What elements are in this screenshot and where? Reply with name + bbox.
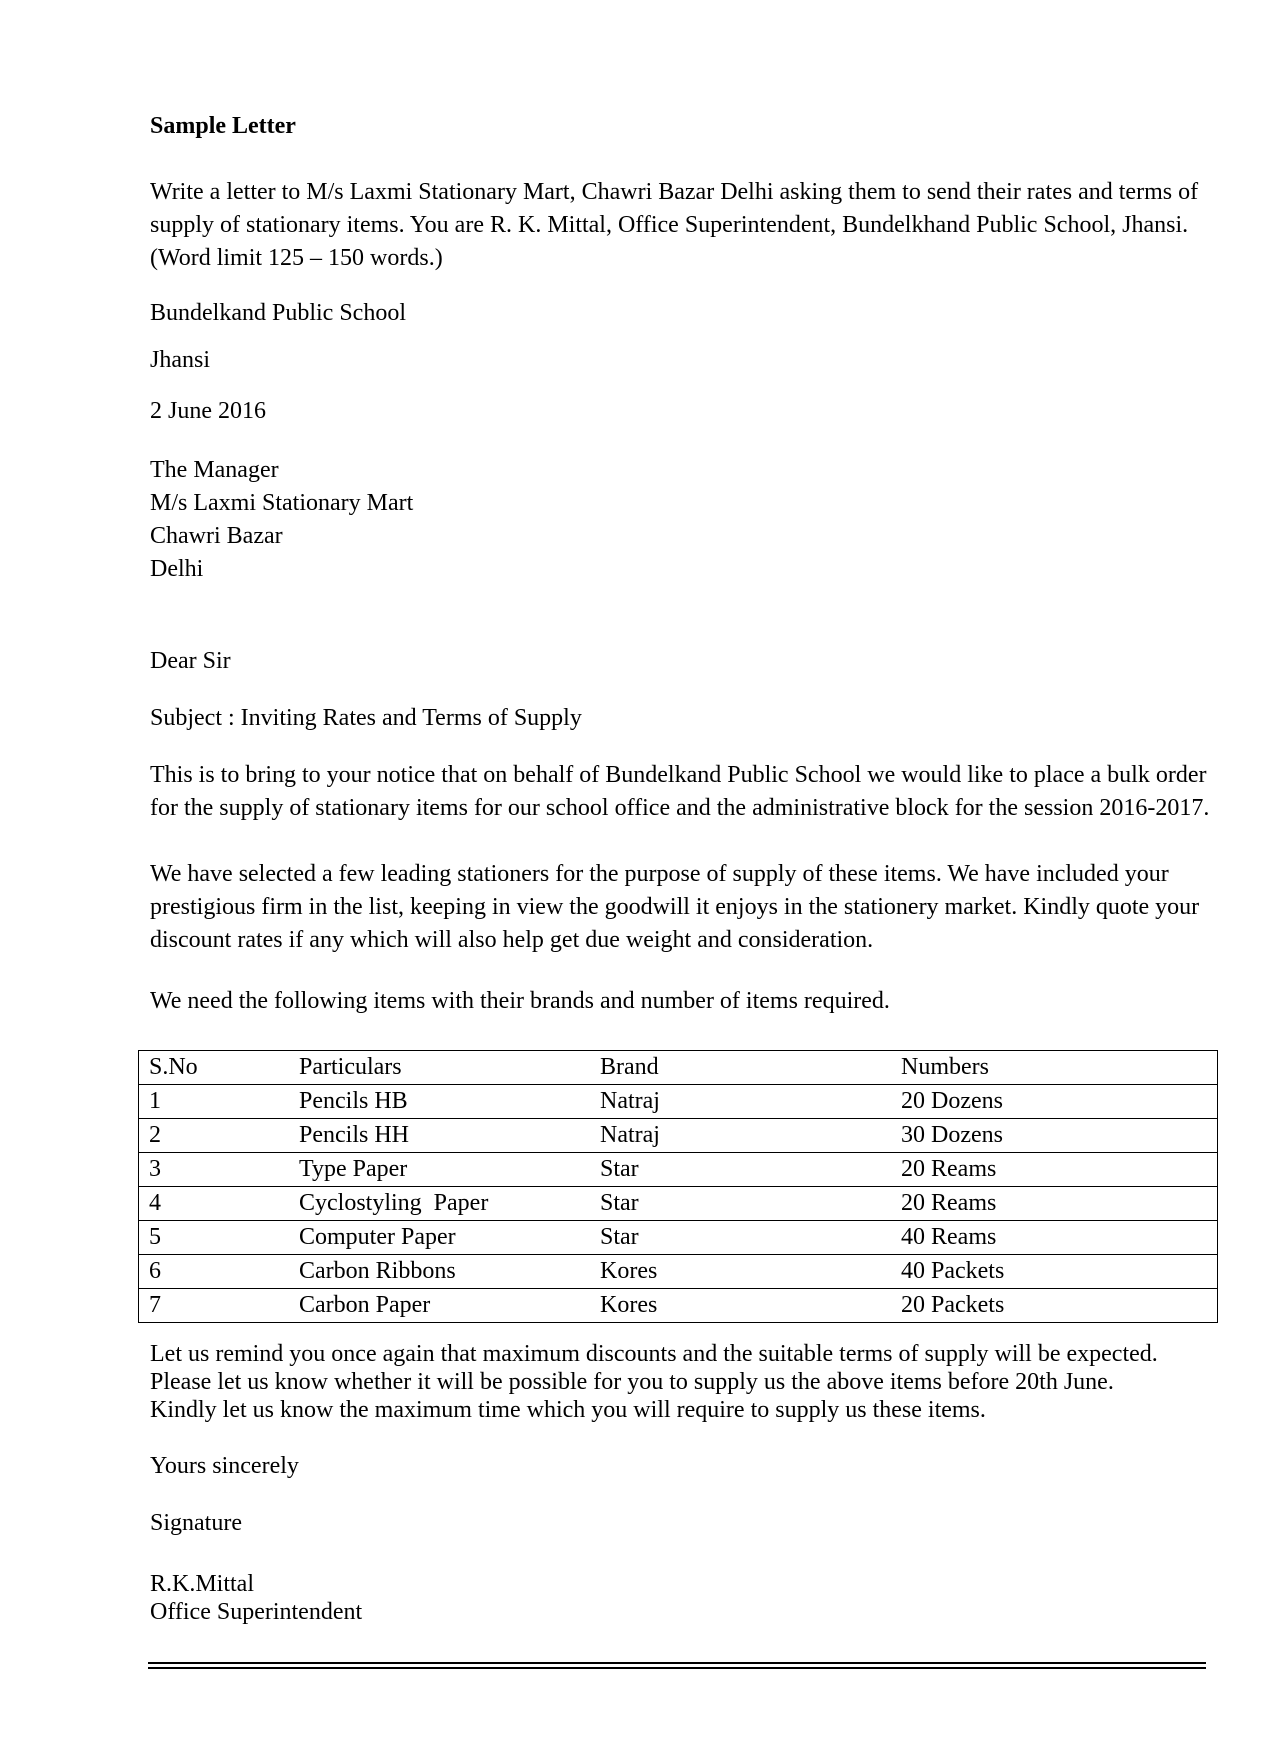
table-cell: Kores	[590, 1289, 891, 1323]
table-cell: 20 Packets	[891, 1289, 1218, 1323]
table-cell: 4	[139, 1187, 290, 1221]
table-cell: Natraj	[590, 1119, 891, 1153]
table-cell: 30 Dozens	[891, 1119, 1218, 1153]
table-cell: 3	[139, 1153, 290, 1187]
table-row	[139, 1187, 1218, 1221]
recipient-line: M/s Laxmi Stationary Mart	[150, 490, 414, 516]
closing-line: Kindly let us know the maximum time which you will require to supply us these items.	[150, 1397, 986, 1423]
table-row	[139, 1085, 1218, 1119]
table-cell: Pencils HB	[289, 1085, 590, 1119]
table-cell: Cyclostyling Paper	[289, 1187, 590, 1221]
sender-city: Jhansi	[150, 347, 210, 373]
question-text: Write a letter to M/s Laxmi Stationary Mart, Chawri Bazar Delhi asking them to send their rates and terms of supply of stationary items. You are R. K. Mittal, Office Superintendent, Bundelkhand Public School, Jhansi. (Word limit 125 – 150 words.)	[150, 179, 1199, 271]
table-cell: 20 Reams	[891, 1153, 1218, 1187]
table-row	[139, 1289, 1218, 1323]
recipient-line: Chawri Bazar	[150, 523, 283, 549]
signoff: Yours sincerely	[150, 1453, 299, 1479]
body-paragraph-2: We have selected a few leading stationers for the purpose of supply of these items. We have included your prestigious firm in the list, keeping in view the goodwill it enjoys in the stationery market. Kindly quote your discount rates if any which will also help get due weight and consideration.	[150, 861, 1200, 953]
table-cell: Natraj	[590, 1085, 891, 1119]
closing-paragraph	[150, 1340, 1158, 1424]
table-cell: 6	[139, 1255, 290, 1289]
items-intro: We need the following items with their brands and number of items required.	[150, 988, 890, 1014]
column-header: S.No	[139, 1051, 290, 1085]
table-row	[139, 1153, 1218, 1187]
table-row	[139, 1221, 1218, 1255]
sender-school: Bundelkand Public School	[150, 300, 406, 326]
closing-line: Please let us know whether it will be possible for you to supply us the above items before 20th June.	[150, 1369, 1114, 1395]
table-cell: 1	[139, 1085, 290, 1119]
table-row	[139, 1119, 1218, 1153]
closing-line: Let us remind you once again that maximum discounts and the suitable terms of supply will be expected.	[150, 1341, 1158, 1367]
subject-line: Subject : Inviting Rates and Terms of Supply	[150, 705, 582, 731]
signer-block	[150, 1570, 362, 1626]
table-cell: 40 Packets	[891, 1255, 1218, 1289]
table-header-row	[139, 1051, 1218, 1085]
letter-heading: Sample Letter	[150, 113, 296, 139]
footer-rule	[148, 1662, 1206, 1664]
table-cell: Type Paper	[289, 1153, 590, 1187]
table-cell: Star	[590, 1187, 891, 1221]
body-paragraph-1: This is to bring to your notice that on behalf of Bundelkand Public School we would like to place a bulk order for the supply of stationary items for our school office and the administrative block for the session 2016-2017.	[150, 762, 1210, 821]
table-cell: Star	[590, 1153, 891, 1187]
signature-label: Signature	[150, 1510, 242, 1536]
table-cell: Pencils HH	[289, 1119, 590, 1153]
table-cell: 40 Reams	[891, 1221, 1218, 1255]
column-header: Brand	[590, 1051, 891, 1085]
signer-name: R.K.Mittal	[150, 1571, 255, 1597]
letter-date: 2 June 2016	[150, 398, 266, 424]
table-cell: 5	[139, 1221, 290, 1255]
table-cell: 20 Reams	[891, 1187, 1218, 1221]
table-cell: 7	[139, 1289, 290, 1323]
column-header: Numbers	[891, 1051, 1218, 1085]
column-header: Particulars	[289, 1051, 590, 1085]
table-cell: Star	[590, 1221, 891, 1255]
table-cell: 20 Dozens	[891, 1085, 1218, 1119]
items-table	[138, 1050, 1218, 1323]
recipient-line: The Manager	[150, 457, 279, 483]
table-row	[139, 1255, 1218, 1289]
signer-title: Office Superintendent	[150, 1599, 363, 1625]
table-cell: Carbon Ribbons	[289, 1255, 590, 1289]
recipient-address	[150, 454, 413, 586]
footer-rule	[148, 1667, 1206, 1669]
salutation: Dear Sir	[150, 648, 231, 674]
table-cell: 2	[139, 1119, 290, 1153]
recipient-line: Delhi	[150, 556, 204, 582]
table-cell: Carbon Paper	[289, 1289, 590, 1323]
table-cell: Computer Paper	[289, 1221, 590, 1255]
table-cell: Kores	[590, 1255, 891, 1289]
